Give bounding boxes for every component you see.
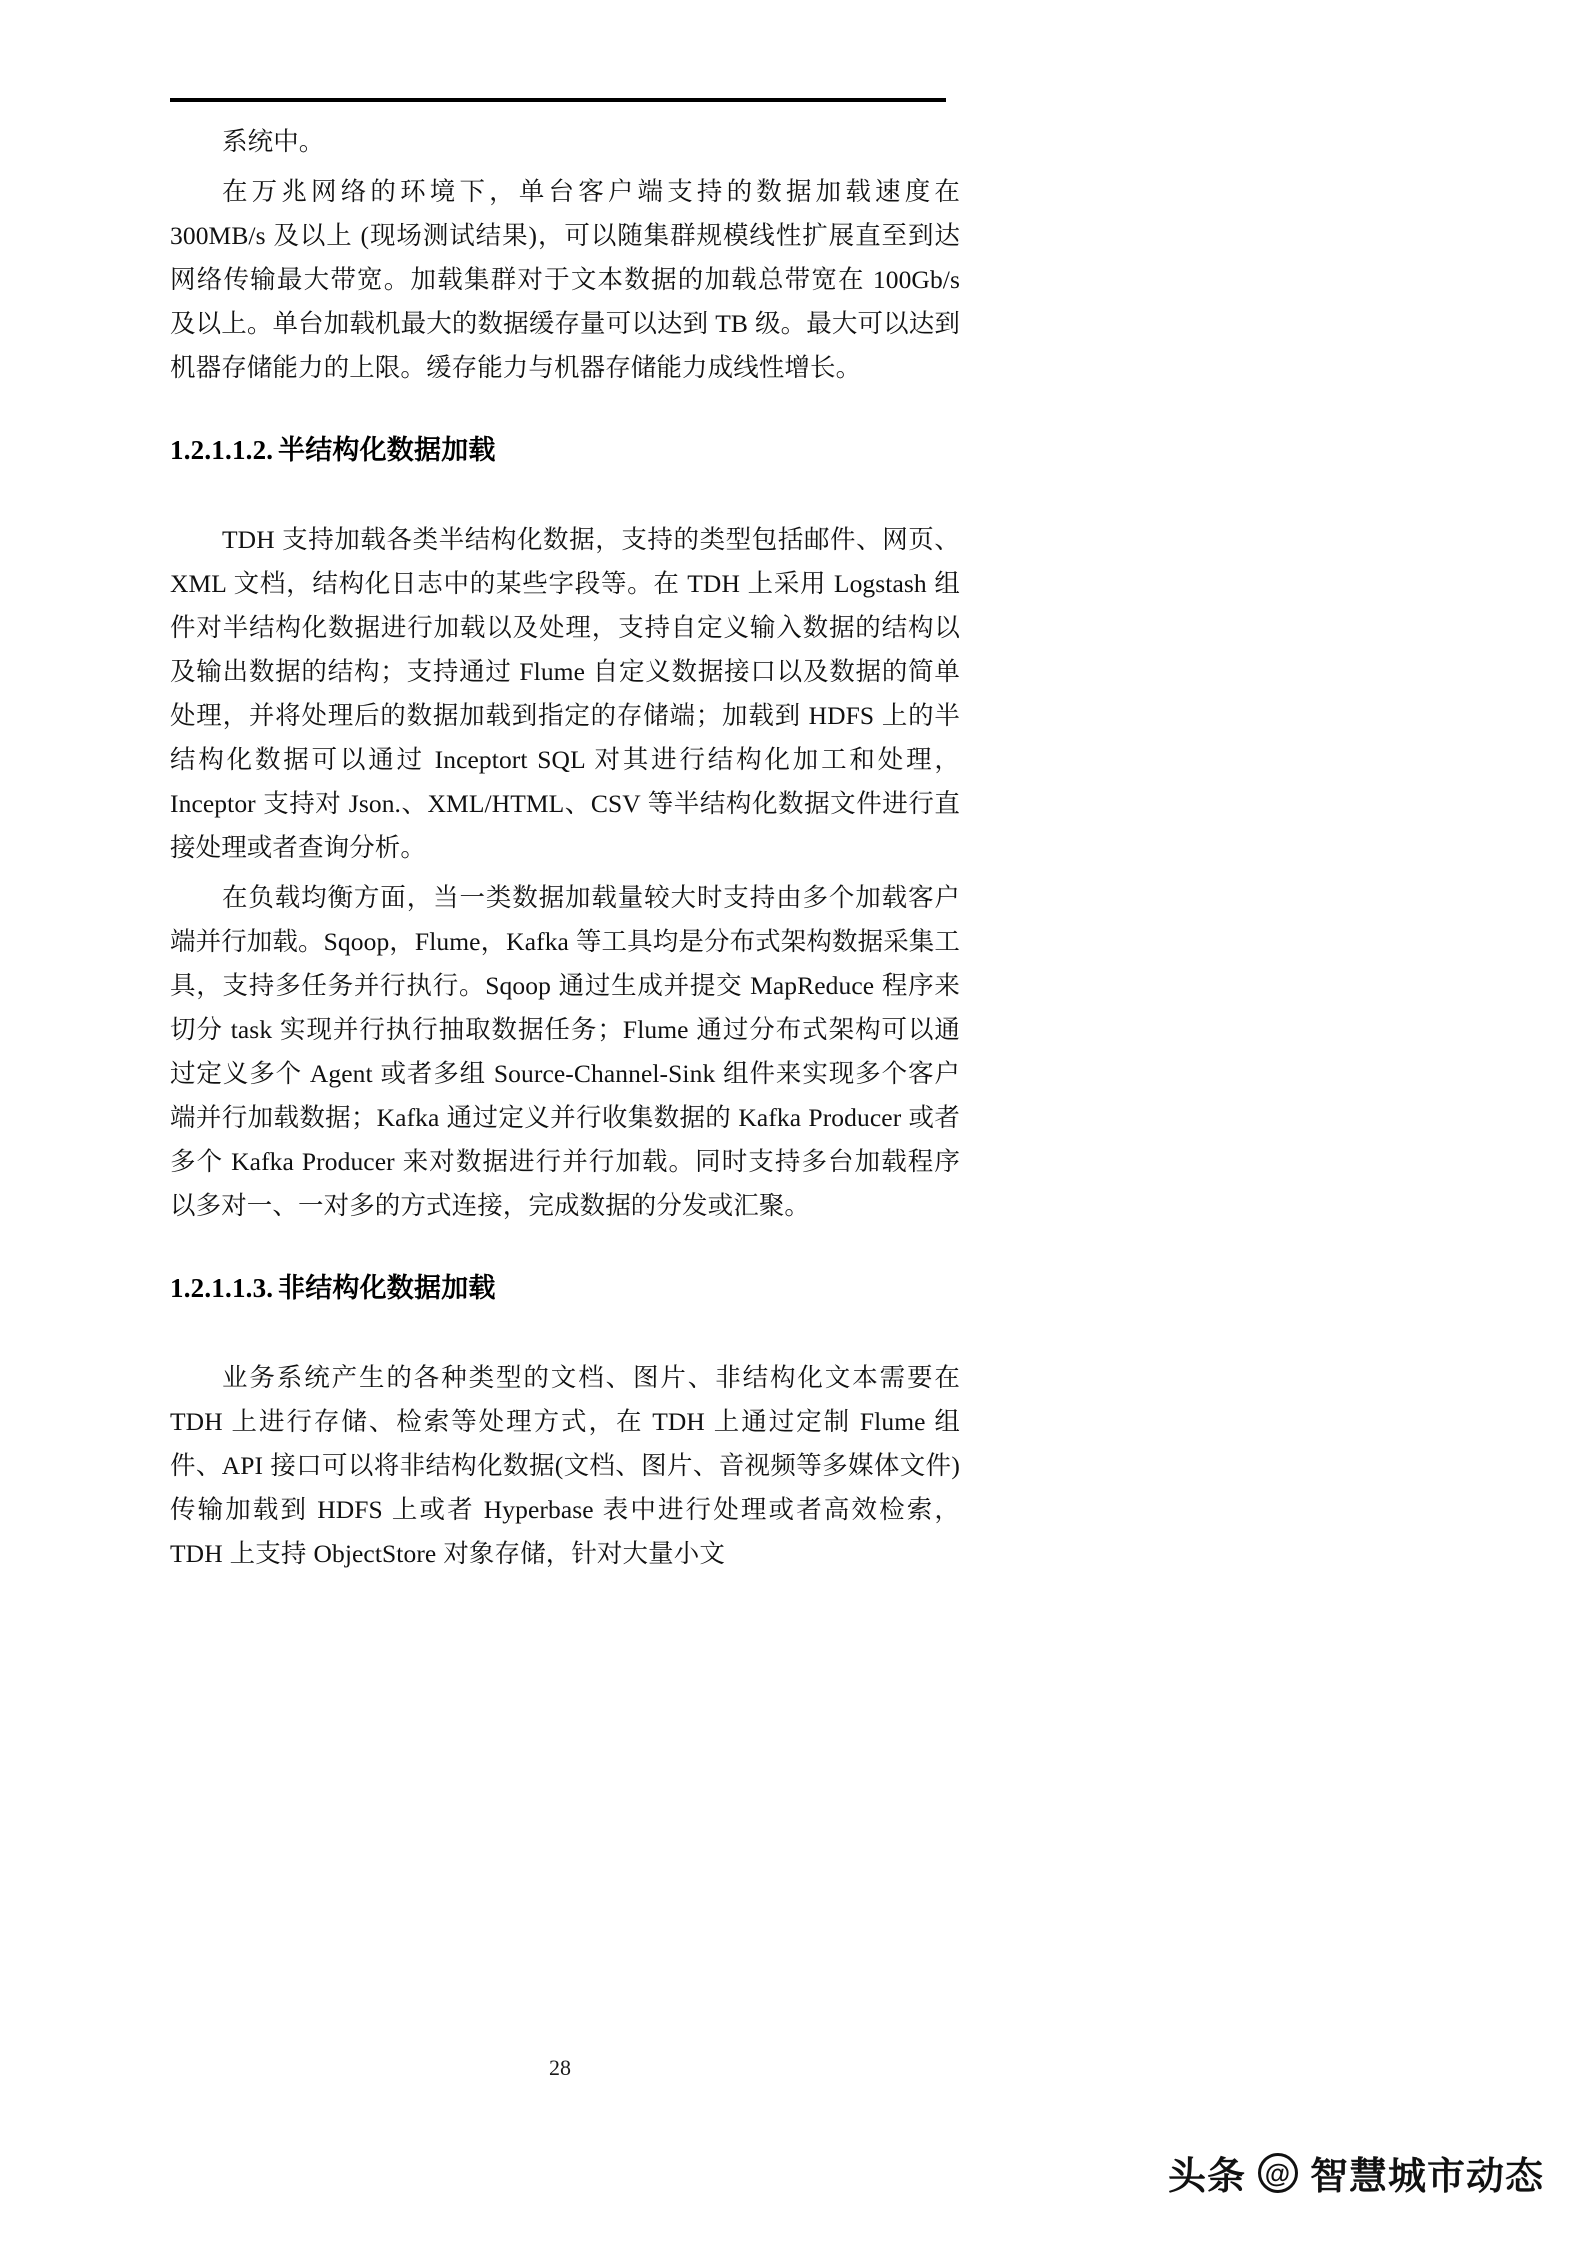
heading-spacer-bottom bbox=[170, 470, 960, 518]
heading-spacer-top bbox=[170, 390, 960, 430]
watermark-brand: 头条 bbox=[1167, 2156, 1246, 2198]
paragraph-2: 在万兆网络的环境下，单台客户端支持的数据加载速度在 300MB/s 及以上 (现场测试结果)，可以随集群规模线性扩展直至到达网络传输最大带宽。加载集群对于文本数据的加载总带宽在 100Gb/s 及以上。单台加载机最大的数据缓存量可以达到 TB 级。最大可以达到机器存储能力的上限。缓存能力与机器存储能力成线性增长。 bbox=[170, 177, 960, 382]
paragraph-4: 在负载均衡方面，当一类数据加载量较大时支持由多个加载客户端并行加载。Sqoop，Flume，Kafka 等工具均是分布式架构数据采集工具，支持多任务并行执行。Sqoop 通过生成并提交 MapReduce 程序来切分 task 实现并行执行抽取数据任务；Flume 通过分布式架构可以通过定义多个 Agent 或者多组 Source-Channel-Sink 组件来实现多个客户端并行加载数据；Kafka 通过定义并行收集数据的 Kafka Producer 或者多个 Kafka Producer 来对数据进行并行加载。同时支持多台加载程序以多对一、一对多的方式连接，完成数据的分发或汇聚。 bbox=[170, 883, 960, 1220]
section-heading-2-number: 1.2.1.1.3. bbox=[170, 1273, 274, 1303]
page-content bbox=[170, 120, 960, 1576]
section-heading-1-title: 半结构化数据加载 bbox=[278, 435, 496, 465]
watermark bbox=[1168, 2145, 1544, 2200]
section-heading-2-title: 非结构化数据加载 bbox=[278, 1273, 496, 1303]
heading-spacer-bottom-2 bbox=[170, 1308, 960, 1356]
watermark-account: 智慧城市动态 bbox=[1309, 2156, 1544, 2198]
section-heading-2 bbox=[170, 1268, 960, 1308]
paragraph-1: 系统中。 bbox=[222, 127, 325, 156]
page-number: 28 bbox=[549, 2055, 571, 2080]
paragraph-3: TDH 支持加载各类半结构化数据，支持的类型包括邮件、网页、XML 文档，结构化日志中的某些字段等。在 TDH 上采用 Logstash 组件对半结构化数据进行加载以及处理，支持自定义输入数据的结构以及输出数据的结构；支持通过 Flume 自定义数据接口以及数据的简单处理，并将处理后的数据加载到指定的存储端；加载到 HDFS 上的半结构化数据可以通过 Inceptort SQL 对其进行结构化加工和处理，Inceptor 支持对 Json.、XML/HTML、CSV 等半结构化数据文件进行直接处理或者查询分析。 bbox=[170, 525, 960, 862]
at-symbol-icon: @ bbox=[1258, 2153, 1298, 2193]
heading-spacer-top-2 bbox=[170, 1228, 960, 1268]
header-rule-divider bbox=[170, 98, 946, 102]
section-heading-1-number: 1.2.1.1.2. bbox=[170, 435, 274, 465]
paragraph-5: 业务系统产生的各种类型的文档、图片、非结构化文本需要在 TDH 上进行存储、检索等处理方式，在 TDH 上通过定制 Flume 组件、API 接口可以将非结构化数据(文档、图片、音视频等多媒体文件)传输加载到 HDFS 上或者 Hyperbase 表中进行处理或者高效检索，TDH 上支持 ObjectStore 对象存储，针对大量小文 bbox=[170, 1363, 960, 1568]
section-heading-1 bbox=[170, 430, 960, 470]
